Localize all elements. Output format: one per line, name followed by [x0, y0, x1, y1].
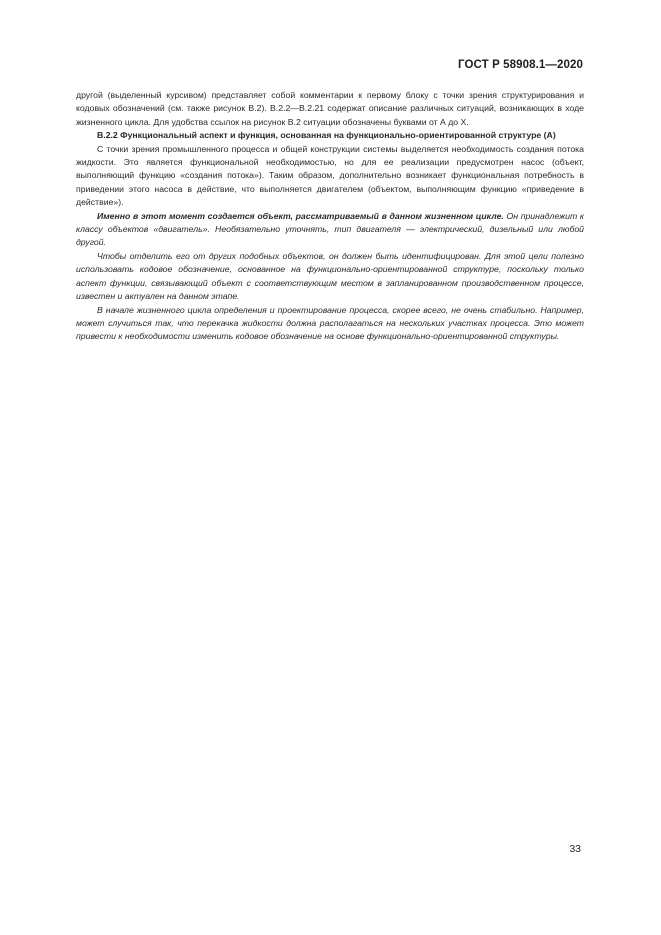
paragraph-intro: другой (выделенный курсивом) представляет собой комментарии к первому блоку с точки зрения структурирования и кодовых обозначений (см. также рисунок В.2). В.2.2—В.2.21 содержат описание различных ситуаций, возникающих в ходе жизненного цикла. Для удобства ссылок на рисунок В.2 ситуации обозначены буквами от А до X. [76, 90, 584, 127]
standard-designation: ГОСТ Р 58908.1—2020 [458, 59, 583, 71]
paragraph-object-class: Он принадлежит к классу объектов «двигатель». Необязательно уточнять, тип двигателя — электрический, дизельный или любой другой. [76, 210, 584, 248]
paragraph-lifecycle: В начале жизненного цикла определения и проектирование процесса, скорее всего, не очень стабильно. Например, может случиться так, что перекачка жидкости должна располагаться на нескольких участках процесса. Это может привести к необходимости изменить кодовое обозначение на основе функционально-ориентированной структуры. [76, 304, 584, 342]
paragraph-identification: Чтобы отделить его от других подобных объектов, он должен быть идентифицирован. Для этой цели полезно использовать кодовое обозначение, основанное на функционально-ориентированной структуре, поскольку только аспект функции, связывающий объект с соответствующим местом в запланированном производственном процессе, известен и актуален на данном этапе. [76, 250, 584, 302]
section-heading: В.2.2 Функциональный аспект и функция, основанная на функционально-ориентированной структуре (А) [97, 130, 556, 141]
document-body [76, 89, 584, 344]
emphasis-text: Именно в этот момент создается объект, рассматриваемый в данном жизненном цикле. [97, 210, 504, 221]
page-number: 33 [569, 843, 581, 855]
paragraph-flow: С точки зрения промышленного процесса и общей конструкции системы выделяется необходимость создания потока жидкости. Это является функциональной необходимостью, но для ее реализации предусмотрен насос (объект, выполняющий функцию «создания потока»). Таким образом, дополнительно возникает функциональная потребность в приведении этого насоса в действие, что выполняется двигателем (объектом, выполняющим функцию «приведение в действие»). [76, 143, 584, 208]
paragraph-object-created [76, 210, 584, 250]
